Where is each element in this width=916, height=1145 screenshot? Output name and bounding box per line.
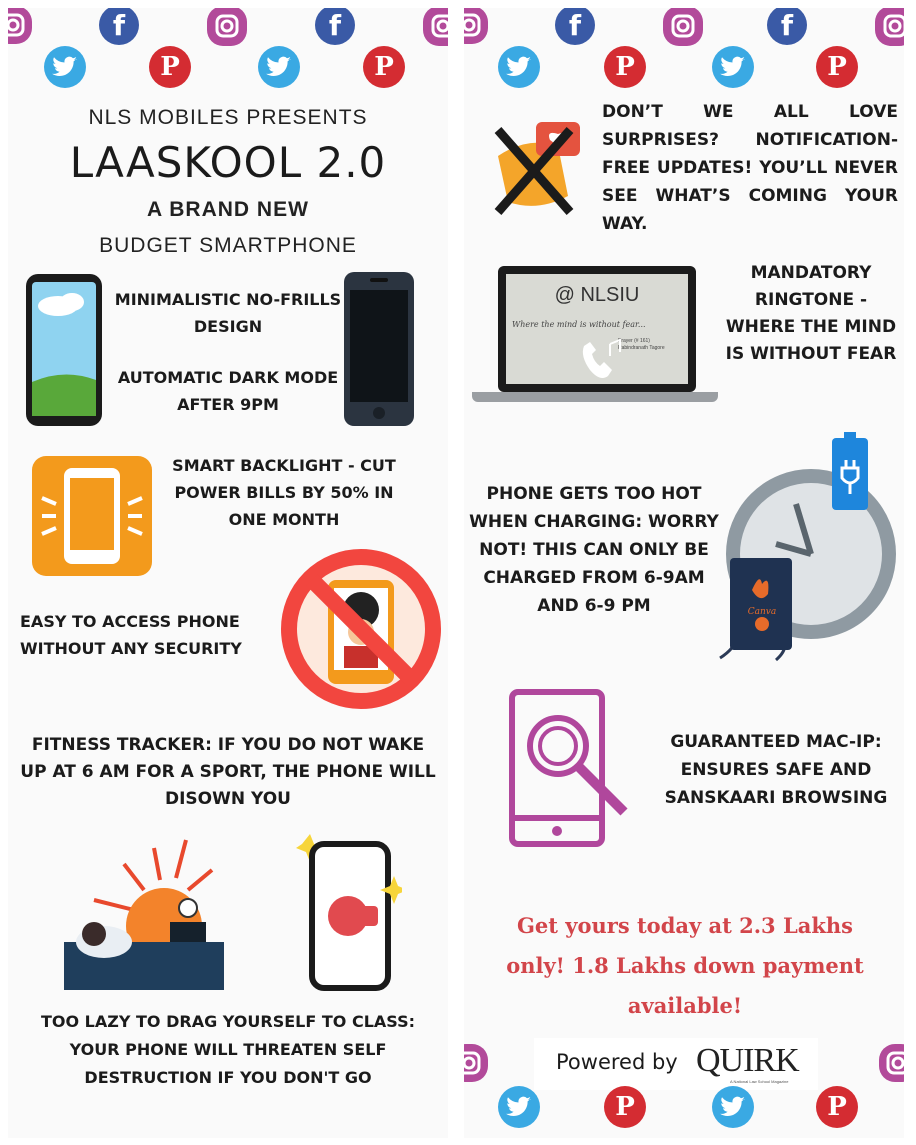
quirk-logo: QUIRK <box>696 1042 799 1079</box>
twitter-icon <box>498 1086 540 1128</box>
lazy-feature-text: TOO LAZY TO DRAG YOURSELF TO CLASS: YOUR PHONE WILL THREATEN SELF DESTRUCTION IF YOU DON'T GO <box>40 1012 415 1087</box>
mac-ip-feature-text: GUARANTEED MAC-IP: ENSURES SAFE AND SANSKAARI BROWSING <box>664 732 888 808</box>
fitness-feature-text: FITNESS TRACKER: IF YOU DO NOT WAKE UP AT 6 AM FOR A SPORT, THE PHONE WILL DISOWN YOU <box>20 735 436 809</box>
facebook-icon: f <box>99 8 139 45</box>
pinterest-icon: P <box>604 46 646 88</box>
instagram-icon <box>464 8 488 44</box>
phone-music-icon <box>578 336 626 382</box>
twitter-icon <box>712 46 754 88</box>
presents-heading: NLS MOBILES PRESENTS <box>88 106 368 129</box>
pinterest-icon: P <box>363 46 405 88</box>
tagline-line-2: BUDGET SMARTPHONE <box>99 234 357 257</box>
charging-feature-text: PHONE GETS TOO HOT WHEN CHARGING: WORRY NOT! THIS CAN ONLY BE CHARGED FROM 6-9AM AND 6-9 PM <box>469 484 719 616</box>
laptop-illustration <box>472 264 718 408</box>
dark-phone-icon <box>342 270 418 430</box>
twitter-icon <box>44 46 86 88</box>
twitter-icon <box>258 46 300 88</box>
ringtone-feature-text: MANDATORY RINGTONE - WHERE THE MIND IS WITHOUT FEAR <box>725 263 897 364</box>
instagram-icon <box>423 8 448 46</box>
backlight-feature-text: SMART BACKLIGHT - CUT POWER BILLS BY 50% IN ONE MONTH <box>172 456 396 529</box>
surprises-feature-text: DON’T WE ALL LOVE SURPRISES? NOTIFICATION-FREE UPDATES! YOU’LL NEVER SEE WHAT’S COMING YOUR WAY. <box>602 102 898 234</box>
instagram-icon <box>8 8 32 44</box>
pinterest-icon: P <box>816 46 858 88</box>
laptop-screen-quote: Where the mind is without fear... <box>512 320 646 329</box>
product-title: LAASKOOL 2.0 <box>69 138 387 187</box>
instagram-icon <box>663 8 703 46</box>
twitter-icon <box>498 46 540 88</box>
facebook-icon: f <box>315 8 355 45</box>
left-panel <box>8 8 448 1138</box>
charging-clock-illustration <box>716 432 904 670</box>
offer-text: Get yours today at 2.3 Lakhs only! 1.8 Lakhs down payment available! <box>506 913 864 1018</box>
no-notification-icon <box>488 116 588 220</box>
boxing-phone-icon <box>292 830 402 994</box>
instagram-icon <box>879 1044 904 1082</box>
no-security-guard-icon <box>278 546 444 712</box>
pinterest-icon: P <box>816 1086 858 1128</box>
laptop-screen-credit: Prayer (# 161) Rabindranath Tagore <box>618 338 665 351</box>
pinterest-icon: P <box>149 46 191 88</box>
design-feature-text: MINIMALISTIC NO-FRILLS DESIGN <box>114 290 342 336</box>
instagram-icon <box>875 8 904 46</box>
light-phone-icon <box>24 272 106 430</box>
instagram-icon <box>207 8 247 46</box>
laptop-screen-handle: @ NLSIU <box>554 284 640 306</box>
pinterest-icon: P <box>604 1086 646 1128</box>
powered-by-banner <box>534 1038 818 1090</box>
sleeping-alarm-illustration <box>64 830 224 990</box>
facebook-icon: f <box>767 8 807 45</box>
backlight-phone-icon <box>30 454 154 578</box>
facebook-icon: f <box>555 8 595 45</box>
right-panel <box>464 8 904 1138</box>
quirk-subtitle: A National Law School Magazine <box>730 1079 789 1084</box>
phone-search-icon <box>508 688 638 852</box>
dark-mode-feature-text: AUTOMATIC DARK MODE AFTER 9PM <box>117 368 339 414</box>
instagram-icon <box>464 1044 488 1082</box>
powered-by-label: Powered by <box>556 1050 678 1074</box>
powerbank-label: Canva <box>747 607 777 617</box>
twitter-icon <box>712 1086 754 1128</box>
security-feature-text: EASY TO ACCESS PHONE WITHOUT ANY SECURITY <box>20 612 242 658</box>
tagline-line-1: A BRAND NEW <box>147 198 309 221</box>
